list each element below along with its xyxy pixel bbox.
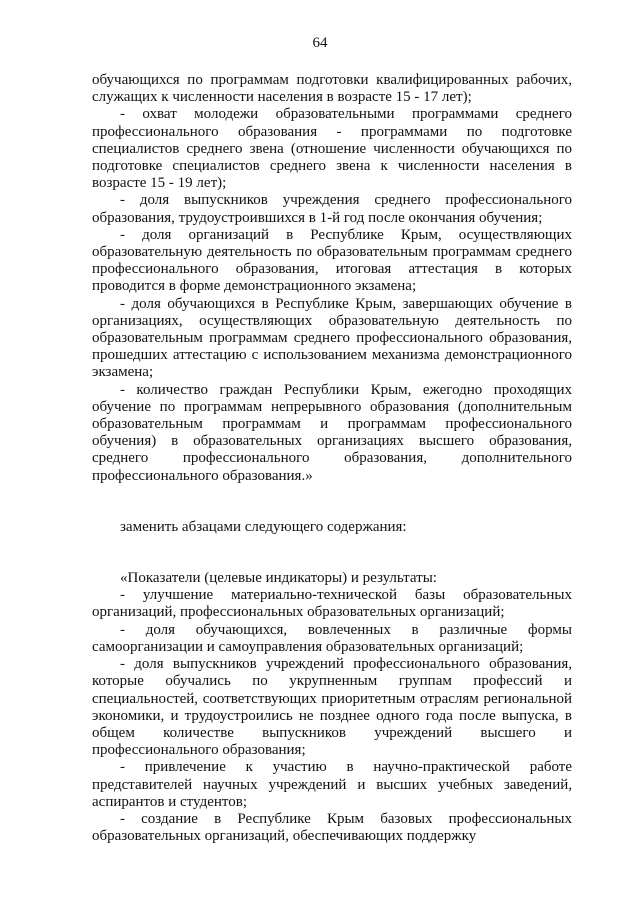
list-item: - создание в Республике Крым базовых профессиональных образовательных организаций, обеспечивающих поддержку bbox=[92, 810, 572, 845]
list-item: - доля организаций в Республике Крым, осуществляющих образовательную деятельность по образовательным программам среднего профессионального образования, итоговая аттестация в которых проводится в форме демонстрационного экзамена; bbox=[92, 226, 572, 295]
list-item: - доля обучающихся, вовлеченных в различные формы самоорганизации и самоуправления образовательных организаций; bbox=[92, 621, 572, 655]
list-item: - количество граждан Республики Крым, ежегодно проходящих обучение по программам непрерывного образования (дополнительным образовательным программам и программам профессионального обучения) в образовательных организациях высшего образования, среднего профессионального образования, дополнительного профессионального образования.» bbox=[92, 381, 572, 484]
list-item: - доля выпускников учреждений профессионального образования, которые обучались по укрупненным группам профессий и специальностей, соответствующих приоритетным отраслям региональной экономики, и трудоустроились не позднее одного года после выпуска, в общем количестве выпускников учреждений высшего и профессионального образования; bbox=[92, 656, 572, 759]
section-title: «Показатели (целевые индикаторы) и результаты: bbox=[120, 570, 437, 587]
list-item: - охват молодежи образовательными программами среднего профессионального образования - программами по подготовке специалистов среднего звена (отношение численности обучающихся по подготовке специалистов среднего звена к численности населения в возрасте 15 - 19 лет); bbox=[92, 106, 572, 192]
document-body bbox=[92, 72, 572, 845]
list-item: - доля выпускников учреждения среднего профессионального образования, трудоустроившихся в 1-й год после окончания обучения; bbox=[92, 192, 572, 226]
list-item: - привлечение к участию в научно-практической работе представителей научных учреждений и высших учебных заведений, аспирантов и студентов; bbox=[92, 759, 572, 810]
page-number: 64 bbox=[312, 35, 328, 51]
replace-instruction: заменить абзацами следующего содержания: bbox=[120, 518, 407, 535]
list-item: - доля обучающихся в Республике Крым, завершающих обучение в организациях, осуществляющих образовательную деятельность по образовательным программам среднего профессионального образования, прошедших аттестацию с использованием механизма демонстрационного экзамена; bbox=[92, 295, 572, 381]
list-item: - улучшение материально-технической базы образовательных организаций, профессиональных образовательных организаций; bbox=[92, 587, 572, 621]
paragraph-continuation: обучающихся по программам подготовки квалифицированных рабочих, служащих к численности населения в возрасте 15 - 17 лет); bbox=[92, 72, 572, 106]
